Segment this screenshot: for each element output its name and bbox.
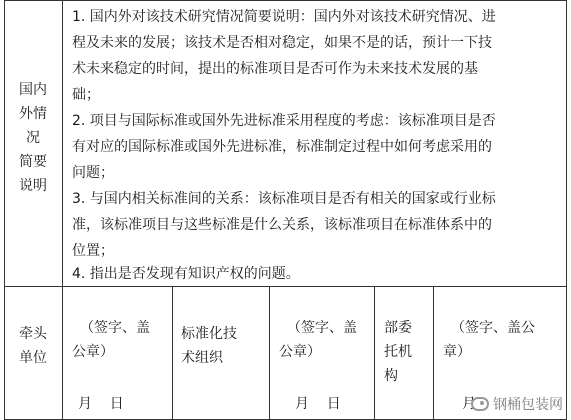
label-line: 外情	[19, 106, 47, 122]
watermark-text: 钢桶包装网	[493, 397, 563, 413]
column-divider	[433, 286, 434, 420]
ministry-signature	[443, 316, 535, 364]
label-line: 说明	[19, 178, 47, 194]
description-line: 有对应的国际标准或国外先进标准，标准制定过程中如何考虑采用的	[72, 139, 492, 155]
column-divider	[269, 286, 270, 420]
label-line: 单位	[19, 350, 47, 366]
lead-unit-signature	[72, 316, 150, 364]
label-line: 标准化技	[181, 326, 237, 342]
label-line: 国内	[19, 82, 47, 98]
label-line: 简要	[19, 154, 47, 170]
column-divider	[374, 286, 375, 420]
signature-line: （签字、盖	[80, 320, 150, 336]
signature-line: （签字、盖公	[451, 320, 535, 336]
description-line: 2. 项目与国际标准或国外先进标准采用程度的考虑：该标准项目是否	[72, 113, 496, 129]
column-divider	[172, 286, 173, 420]
description-line: 程及未来的发展；该技术是否相对稳定，如果不是的话，预计一下技	[72, 35, 492, 51]
ministry-label	[384, 316, 412, 388]
description-line: 3. 与国内相关标准间的关系：该标准项目是否有相关的国家或行业标	[72, 191, 496, 207]
label-line: 托机	[384, 344, 412, 360]
signature-line: 公章）	[279, 344, 321, 360]
summary-label	[4, 78, 62, 198]
label-line: 况	[26, 130, 40, 146]
description-line: 1. 国内外对该技术研究情况简要说明：国内外对该技术研究情况、进	[72, 9, 496, 25]
description-line: 础；	[72, 87, 100, 103]
committee-date: 月 日	[295, 396, 341, 412]
signature-line: 章）	[443, 344, 471, 360]
description-line: 位置；	[72, 243, 114, 259]
signature-line: （签字、盖	[287, 320, 357, 336]
label-line: 部委	[384, 320, 412, 336]
row-divider	[4, 286, 567, 287]
description-line: 准，该标准项目与这些标准是什么关系，该标准项目在标准体系中的	[72, 217, 492, 233]
signature-line: 公章）	[72, 344, 114, 360]
column-divider	[62, 0, 63, 420]
ministry-date: 月	[462, 396, 476, 412]
lead-unit-date: 月 日	[78, 396, 124, 412]
label-line: 牵头	[19, 326, 47, 342]
committee-label	[181, 322, 237, 370]
committee-signature	[279, 316, 357, 364]
label-line: 构	[384, 368, 398, 384]
label-line: 术组织	[181, 350, 223, 366]
lead-unit-label	[4, 322, 62, 370]
description-line: 4. 指出是否发现有知识产权的问题。	[72, 266, 300, 282]
wechat-icon	[471, 397, 489, 411]
watermark	[471, 394, 563, 414]
description-line: 问题；	[72, 165, 114, 181]
description-line: 术未来稳定的时间，提出的标准项目是否可作为未来技术发展的基	[72, 61, 478, 77]
